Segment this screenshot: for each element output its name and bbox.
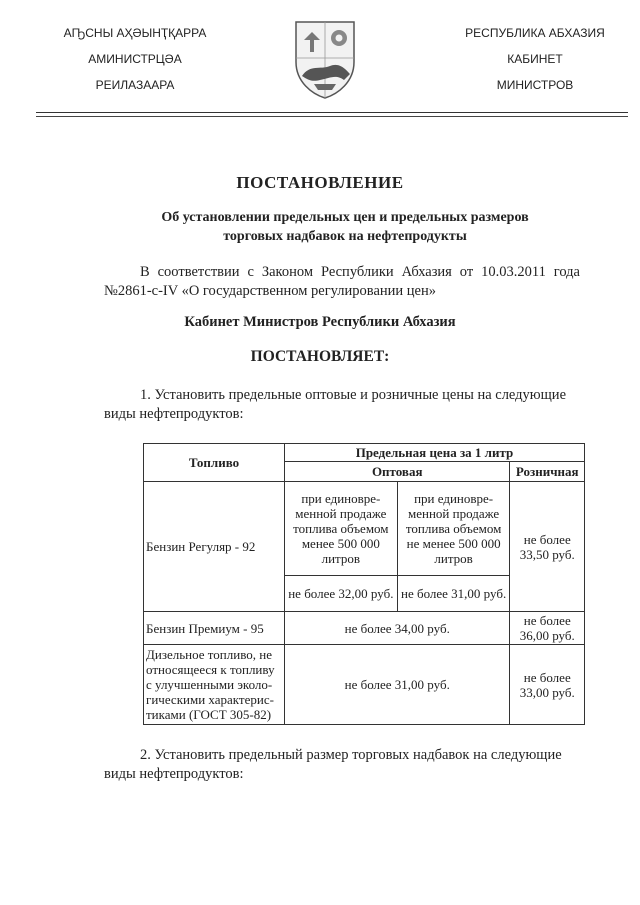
document-subtitle <box>110 208 580 246</box>
header-right-line2: КАБИНЕТ <box>507 52 563 66</box>
subtitle-line-2: торговых надбавок на нефтепродукты <box>223 229 467 244</box>
intro-paragraph: В соответствии с Законом Республики Абхазия от 10.03.2011 года №2861-с-IV «О государственном регулировании цен» <box>104 264 580 299</box>
header-left-line3: РЕИЛАЗААРА <box>95 78 175 92</box>
fuel-diesel: Дизельное топливо, не относящееся к топливу с улучшенными эколо- гическими характерис- тиками (ГОСТ 305-82) <box>144 645 285 725</box>
fuel-ai92: Бензин Регуляр - 92 <box>144 482 285 612</box>
header-left-line1: АҦСНЫ АҲӘЫНҬҚАРРА <box>63 26 207 40</box>
retail-diesel: не более 33,00 руб. <box>510 645 585 725</box>
coat-of-arms-icon <box>290 18 360 100</box>
header-retail: Розничная <box>510 462 585 482</box>
header-right-line1: РЕСПУБЛИКА АБХАЗИЯ <box>465 26 605 40</box>
cabinet-heading: Кабинет Министров Республики Абхазия <box>184 314 456 330</box>
wholesale-diesel: не более 31,00 руб. <box>284 645 510 725</box>
wholesale-ai95: не более 34,00 руб. <box>284 612 510 645</box>
header-right-russian <box>440 20 630 98</box>
decree-heading: ПОСТАНОВЛЯЕТ: <box>250 348 390 365</box>
header-fuel: Топливо <box>144 444 285 482</box>
document-title: ПОСТАНОВЛЕНИЕ <box>236 173 404 192</box>
header-divider-top <box>36 112 628 113</box>
price-under-500k: не более 32,00 руб. <box>284 576 397 612</box>
header-wholesale: Оптовая <box>284 462 510 482</box>
fuel-ai95: Бензин Премиум - 95 <box>144 612 285 645</box>
price-table <box>143 443 585 725</box>
retail-ai92: не более 33,50 руб. <box>510 482 585 612</box>
condition-under-500k: при единовре- менной продаже топлива объемом менее 500 000 литров <box>284 482 397 576</box>
header-price-limit: Предельная цена за 1 литр <box>284 444 584 462</box>
header-left-abkhaz <box>40 20 230 98</box>
header-divider-bottom <box>36 116 628 117</box>
condition-over-500k: при единовре- менной продаже топлива объемом не менее 500 000 литров <box>397 482 510 576</box>
price-over-500k: не более 31,00 руб. <box>397 576 510 612</box>
item-2-paragraph: 2. Установить предельный размер торговых надбавок на следующие виды нефтепродуктов: <box>104 747 562 782</box>
item-1-paragraph: 1. Установить предельные оптовые и розничные цены на следующие виды нефтепродуктов: <box>104 387 567 422</box>
subtitle-line-1: Об установлении предельных цен и предельных размеров <box>161 210 529 225</box>
header-left-line2: АМИНИСТРЦӘА <box>88 52 182 66</box>
retail-ai95: не более 36,00 руб. <box>510 612 585 645</box>
header-right-line3: МИНИСТРОВ <box>496 78 574 92</box>
